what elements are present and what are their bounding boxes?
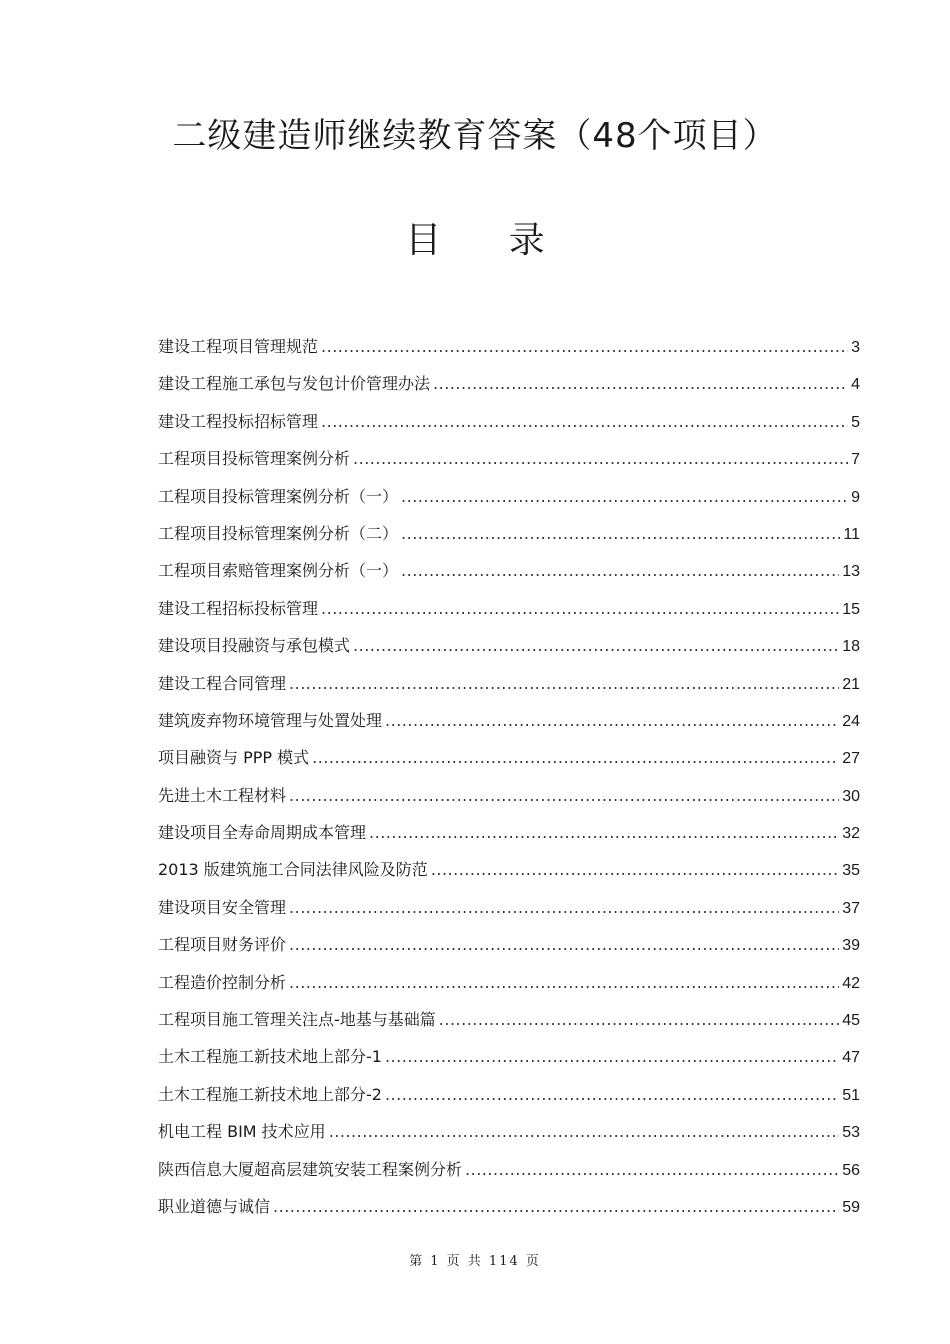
- toc-entry-page: 37: [842, 899, 860, 917]
- dot-leader: [289, 926, 839, 963]
- toc-entry-page: 21: [842, 675, 860, 693]
- toc-entry[interactable]: [158, 515, 860, 552]
- toc-entry-title: 建设工程投标招标管理: [158, 411, 319, 431]
- toc-entry-page: 15: [842, 600, 860, 618]
- toc-entry-title: 建设工程项目管理规范: [158, 337, 319, 356]
- dot-leader: [465, 1151, 839, 1188]
- toc-entry[interactable]: [158, 665, 860, 702]
- toc-entry[interactable]: [158, 1076, 860, 1113]
- toc-entry-page: 9: [851, 488, 860, 506]
- toc-entry[interactable]: [158, 702, 860, 739]
- toc-entry-page: 47: [842, 1049, 860, 1067]
- toc-entry-title: 工程项目投标管理案例分析: [158, 449, 351, 469]
- toc-entry[interactable]: [158, 552, 860, 589]
- dot-leader: [439, 1001, 839, 1038]
- toc-entry-page: 7: [851, 451, 860, 469]
- dot-leader: [289, 777, 839, 814]
- toc-entry[interactable]: [158, 365, 860, 402]
- dot-leader: [431, 851, 839, 888]
- toc-entry-page: 30: [842, 787, 860, 805]
- toc-entry-page: 42: [842, 974, 860, 992]
- toc-entry-title: 土木工程施工新技术地上部分-1: [158, 1047, 382, 1067]
- toc-entry-title: 工程项目财务评价: [158, 935, 287, 955]
- toc-entry-title: 建设工程施工承包与发包计价管理办法: [158, 374, 431, 394]
- toc-entry-page: 24: [842, 712, 860, 730]
- toc-entry-page: 35: [842, 862, 860, 880]
- toc-entry-page: 51: [842, 1086, 860, 1104]
- toc-entry-title: 机电工程 BIM 技术应用: [158, 1122, 326, 1142]
- dot-leader: [321, 590, 839, 627]
- toc-entry-title: 项目融资与 PPP 模式: [158, 748, 310, 768]
- toc-entry[interactable]: [158, 777, 860, 814]
- dot-leader: [401, 552, 839, 589]
- toc-entry[interactable]: [158, 440, 860, 477]
- dot-leader: [401, 515, 840, 552]
- dot-leader: [273, 1188, 839, 1225]
- dot-leader: [369, 814, 839, 851]
- toc-entry[interactable]: [158, 627, 860, 664]
- toc-entry[interactable]: [158, 1113, 860, 1150]
- toc-entry-title: 建设工程招标投标管理: [158, 598, 319, 618]
- toc-entry[interactable]: [158, 851, 860, 888]
- toc-entry[interactable]: [158, 478, 860, 515]
- toc-entry[interactable]: [158, 926, 860, 963]
- dot-leader: [385, 1038, 839, 1075]
- table-of-contents: [158, 328, 860, 1225]
- toc-entry[interactable]: [158, 739, 860, 776]
- dot-leader: [385, 702, 839, 739]
- dot-leader: [312, 739, 839, 776]
- toc-entry-title: 建设项目全寿命周期成本管理: [158, 823, 367, 843]
- toc-entry[interactable]: [158, 403, 860, 440]
- toc-entry-page: 27: [842, 750, 860, 768]
- dot-leader: [289, 964, 839, 1001]
- toc-entry[interactable]: [158, 889, 860, 926]
- toc-entry-title: 工程项目投标管理案例分析（二）: [158, 523, 399, 543]
- toc-entry-title: 建设项目安全管理: [158, 897, 287, 917]
- dot-leader: [321, 328, 848, 365]
- toc-entry[interactable]: [158, 964, 860, 1001]
- toc-entry-page: 4: [851, 376, 860, 394]
- toc-entry-title: 建设工程合同管理: [158, 673, 287, 693]
- dot-leader: [321, 403, 848, 440]
- toc-entry-page: 39: [842, 937, 860, 955]
- toc-entry-page: 32: [842, 825, 860, 843]
- toc-entry-title: 建设项目投融资与承包模式: [158, 636, 351, 656]
- toc-entry-page: 53: [842, 1124, 860, 1142]
- toc-entry-title: 工程项目索赔管理案例分析（一）: [158, 561, 399, 581]
- toc-entry[interactable]: [158, 328, 860, 365]
- dot-leader: [385, 1076, 839, 1113]
- toc-entry[interactable]: [158, 814, 860, 851]
- toc-entry-page: 11: [843, 525, 860, 543]
- toc-entry-title: 2013 版建筑施工合同法律风险及防范: [158, 860, 428, 880]
- page-footer: 第 1 页 共 114 页: [409, 1254, 541, 1269]
- toc-entry-page: 45: [842, 1012, 860, 1030]
- dot-leader: [353, 627, 839, 664]
- dot-leader: [401, 478, 848, 515]
- dot-leader: [289, 665, 839, 702]
- dot-leader: [353, 440, 848, 477]
- toc-entry-title: 陕西信息大厦超高层建筑安装工程案例分析: [158, 1159, 463, 1179]
- toc-heading: 目 录: [405, 220, 573, 261]
- document-title: 二级建造师继续教育答案（48个项目）: [172, 116, 778, 156]
- toc-entry-page: 13: [842, 563, 860, 581]
- toc-entry-page: 59: [842, 1198, 860, 1216]
- toc-entry[interactable]: [158, 1001, 860, 1038]
- toc-entry-title: 土木工程施工新技术地上部分-2: [158, 1084, 382, 1104]
- toc-entry-page: 18: [842, 638, 860, 656]
- dot-leader: [433, 365, 848, 402]
- toc-entry[interactable]: [158, 1038, 860, 1075]
- toc-entry-title: 工程项目施工管理关注点-地基与基础篇: [158, 1010, 436, 1030]
- toc-entry[interactable]: [158, 1188, 860, 1225]
- toc-entry[interactable]: [158, 1151, 860, 1188]
- toc-entry[interactable]: [158, 590, 860, 627]
- toc-entry-page: 3: [851, 339, 860, 356]
- dot-leader: [329, 1113, 840, 1150]
- toc-entry-title: 职业道德与诚信: [158, 1196, 271, 1216]
- toc-entry-title: 工程项目投标管理案例分析（一）: [158, 486, 399, 506]
- toc-entry-title: 先进土木工程材料: [158, 785, 287, 805]
- toc-entry-page: 5: [851, 413, 860, 431]
- toc-entry-page: 56: [842, 1161, 860, 1179]
- toc-entry-title: 工程造价控制分析: [158, 972, 287, 992]
- toc-entry-title: 建筑废弃物环境管理与处置处理: [158, 710, 383, 730]
- dot-leader: [289, 889, 839, 926]
